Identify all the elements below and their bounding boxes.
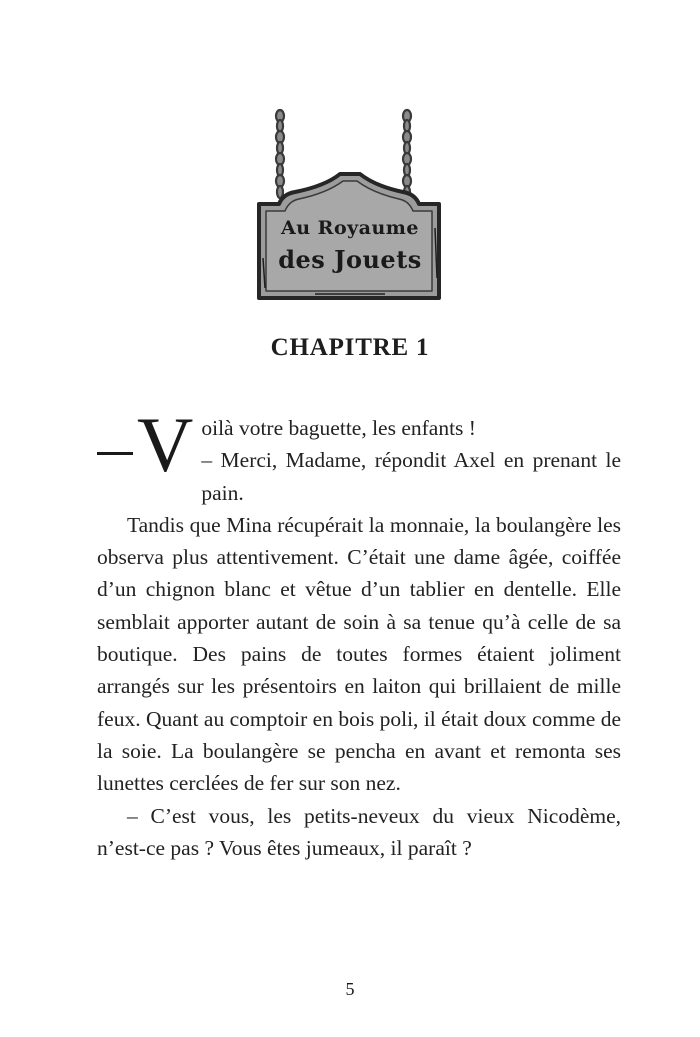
chapter-body	[97, 401, 621, 864]
hanging-sign-illustration	[255, 108, 445, 308]
dropcap-letter: V	[137, 401, 194, 488]
dropcap-dash	[97, 452, 133, 455]
page-number: 5	[345, 979, 355, 999]
chain-left-icon	[276, 110, 284, 198]
dropcap	[97, 401, 194, 488]
paragraph-1-text: oilà votre baguette, les enfants !	[201, 416, 476, 440]
sign-text-line2: des Jouets	[278, 245, 422, 274]
paragraph-2-text: – Merci, Madame, répondit Axel en prenant le pain.	[201, 448, 621, 505]
paragraph-3: Tandis que Mina récupérait la monnaie, la boulangère les observa plus attentivement. C’était une dame âgée, coiffée d’un chignon blanc et vêtue d’un tablier en dentelle. Elle semblait apporter autant de soin à sa tenue qu’à celle de sa boutique. Des pains de toutes formes étaient joliment arrangés sur les présentoirs en laiton qui brillaient de mille feux. Quant au comptoir en bois poli, il était doux comme de la soie. La boulangère se pencha en avant et remonta ses lunettes cerclées de fer sur son nez.	[97, 512, 621, 796]
paragraph-4: – C’est vous, les petits-neveux du vieux Nicodème, n’est-ce pas ? Vous êtes jumeaux, il paraît ?	[97, 803, 621, 860]
chain-right-icon	[403, 110, 411, 198]
sign-text-line1: Au Royaume	[281, 217, 419, 239]
paragraph-1	[97, 401, 621, 509]
chapter-title: CHAPITRE 1	[270, 334, 430, 361]
sign-graphic	[255, 108, 445, 308]
